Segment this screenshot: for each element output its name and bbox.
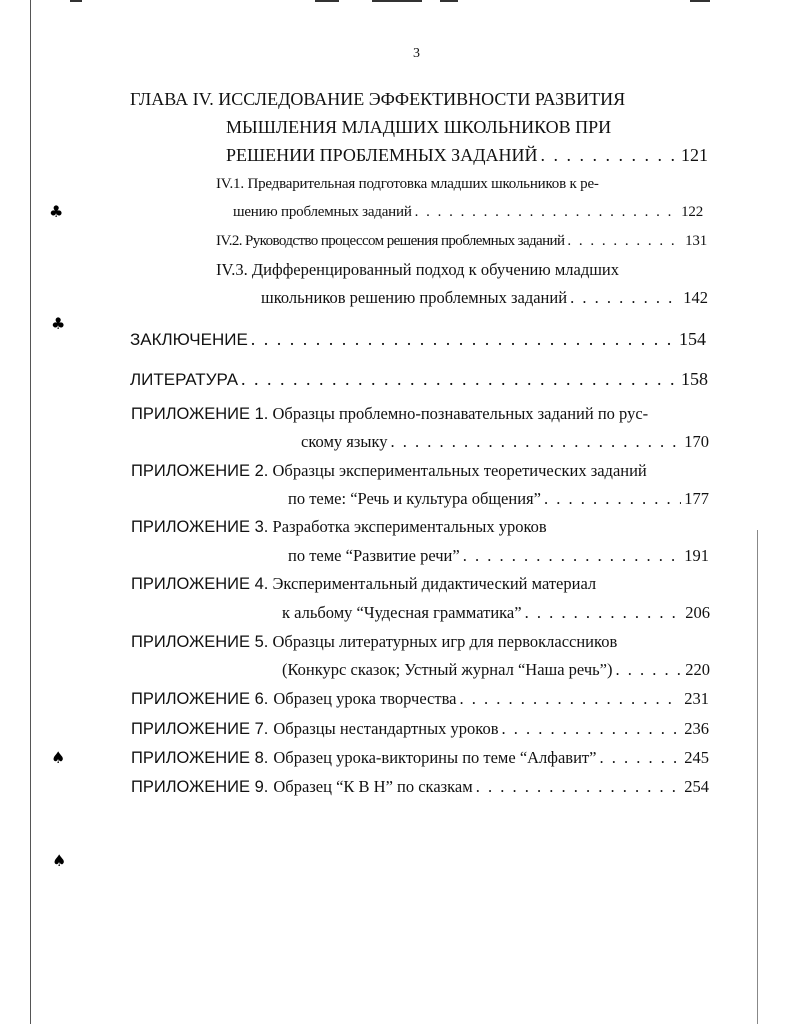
page-ref: 206	[685, 603, 710, 622]
scan-top-mark	[690, 0, 710, 2]
page-ref: 236	[684, 719, 709, 738]
dot-leader	[390, 434, 681, 451]
appendix-title: Образец урока-викторины по теме “Алфавит”	[273, 748, 597, 767]
appendix-1-line2	[301, 434, 709, 451]
page-ref: 170	[684, 432, 709, 451]
appendix-title-cont: по теме: “Речь и культура общения”	[288, 489, 541, 508]
page-ref: 220	[685, 660, 710, 679]
dot-leader	[502, 721, 682, 738]
appendix-title-cont: к альбому “Чудесная грамматика”	[282, 603, 522, 622]
section-iv1-text: шению проблемных заданий	[233, 204, 412, 220]
chapter-title-text: РЕШЕНИИ ПРОБЛЕМНЫХ ЗАДАНИЙ	[226, 145, 538, 165]
scan-top-mark	[440, 0, 458, 2]
dot-leader	[251, 330, 676, 348]
appendix-7-entry	[131, 721, 709, 738]
appendix-title-cont: (Конкурс сказок; Устный журнал “Наша речь”)	[282, 660, 613, 679]
page-ref: 177	[684, 489, 709, 508]
dot-leader	[463, 548, 682, 565]
page-number: 3	[413, 46, 420, 61]
appendix-2-line2	[288, 491, 709, 508]
section-iv2-text: IV.2. Руководство процессом решения проблемных заданий	[216, 233, 565, 249]
dot-leader	[540, 146, 678, 164]
dot-leader	[525, 605, 683, 622]
page-ref: 231	[684, 689, 709, 708]
appendix-2-line1	[131, 463, 647, 480]
dot-leader	[599, 750, 681, 767]
appendix-label: ПРИЛОЖЕНИЕ 8.	[131, 749, 269, 767]
appendix-3-line2	[288, 548, 709, 565]
appendix-label: ПРИЛОЖЕНИЕ 4.	[131, 575, 269, 593]
binding-hole-mark: ♣	[49, 202, 64, 221]
appendix-title: Образец урока творчества	[273, 689, 457, 708]
section-iv1-line2	[233, 205, 703, 220]
page-ref: 142	[683, 288, 708, 307]
appendix-3-line1	[131, 519, 547, 536]
appendix-9-entry	[131, 779, 709, 796]
appendix-title: Образцы нестандартных уроков	[273, 719, 499, 738]
dot-leader	[544, 491, 681, 508]
appendix-label: ПРИЛОЖЕНИЕ 2.	[131, 462, 269, 480]
dot-leader	[476, 779, 682, 796]
section-iv1-line1: IV.1. Предварительная подготовка младших школьников к ре-	[216, 176, 599, 192]
conclusion-entry	[130, 330, 706, 348]
scan-top-mark	[70, 0, 82, 2]
dot-leader	[615, 662, 682, 679]
appendix-title: Образец “К В Н” по сказкам	[273, 777, 473, 796]
page-ref: 191	[684, 546, 709, 565]
section-iv3-line1: IV.3. Дифференцированный подход к обучению младших	[216, 260, 620, 279]
appendix-title-cont: скому языку	[301, 432, 388, 451]
appendix-1-line1	[131, 406, 648, 423]
page-ref: 245	[684, 748, 709, 767]
scan-top-mark	[372, 0, 422, 2]
appendix-8-entry	[131, 750, 709, 767]
chapter-title-line3	[226, 146, 708, 164]
dot-leader	[241, 370, 678, 388]
appendix-title: Образцы литературных игр для первоклассников	[272, 632, 618, 651]
dot-leader	[415, 205, 678, 220]
binding-hole-mark: ♠	[51, 748, 66, 767]
appendix-6-entry	[131, 691, 709, 708]
appendix-title: Образцы проблемно-познавательных заданий по рус-	[272, 404, 649, 423]
appendix-4-line1	[131, 576, 596, 593]
appendix-label: ПРИЛОЖЕНИЕ 9.	[131, 778, 269, 796]
chapter-title-line1: ГЛАВА IV. ИССЛЕДОВАНИЕ ЭФФЕКТИВНОСТИ РАЗВИТИЯ	[130, 89, 626, 109]
page-ref: 122	[681, 204, 703, 220]
appendix-label: ПРИЛОЖЕНИЕ 5.	[131, 633, 269, 651]
appendix-label: ПРИЛОЖЕНИЕ 1.	[131, 405, 269, 423]
appendix-title: Экспериментальный дидактический материал	[272, 574, 597, 593]
page-ref: 121	[681, 145, 708, 165]
appendix-4-line2	[282, 605, 710, 622]
dot-leader	[567, 234, 682, 249]
dot-leader	[570, 290, 680, 307]
binding-hole-mark: ♣	[51, 314, 66, 333]
chapter-title-line2: МЫШЛЕНИЯ МЛАДШИХ ШКОЛЬНИКОВ ПРИ	[226, 117, 612, 137]
page-ref: 154	[679, 329, 706, 349]
literature-entry	[130, 370, 708, 388]
appendix-label: ПРИЛОЖЕНИЕ 7.	[131, 720, 269, 738]
section-iv2	[216, 234, 707, 249]
appendix-title-cont: по теме “Развитие речи”	[288, 546, 460, 565]
appendix-title: Образцы экспериментальных теоретических заданий	[272, 461, 647, 480]
section-iv3-text: школьников решению проблемных заданий	[261, 288, 568, 307]
binding-hole-mark: ♠	[52, 851, 67, 870]
appendix-label: ПРИЛОЖЕНИЕ 3.	[131, 518, 269, 536]
scan-top-mark	[315, 0, 339, 2]
appendix-5-line2	[282, 662, 710, 679]
scan-edge-right	[757, 530, 758, 1024]
section-iv3-line2	[261, 290, 708, 307]
page-ref: 158	[681, 369, 708, 389]
dot-leader	[459, 691, 681, 708]
appendix-title: Разработка экспериментальных уроков	[272, 517, 547, 536]
conclusion-label: ЗАКЛЮЧЕНИЕ	[130, 330, 248, 349]
scan-edge-left	[30, 0, 31, 1024]
page-ref: 131	[685, 233, 707, 249]
appendix-5-line1	[131, 634, 617, 651]
page-ref: 254	[684, 777, 709, 796]
appendix-label: ПРИЛОЖЕНИЕ 6.	[131, 690, 269, 708]
literature-label: ЛИТЕРАТУРА	[130, 370, 239, 389]
